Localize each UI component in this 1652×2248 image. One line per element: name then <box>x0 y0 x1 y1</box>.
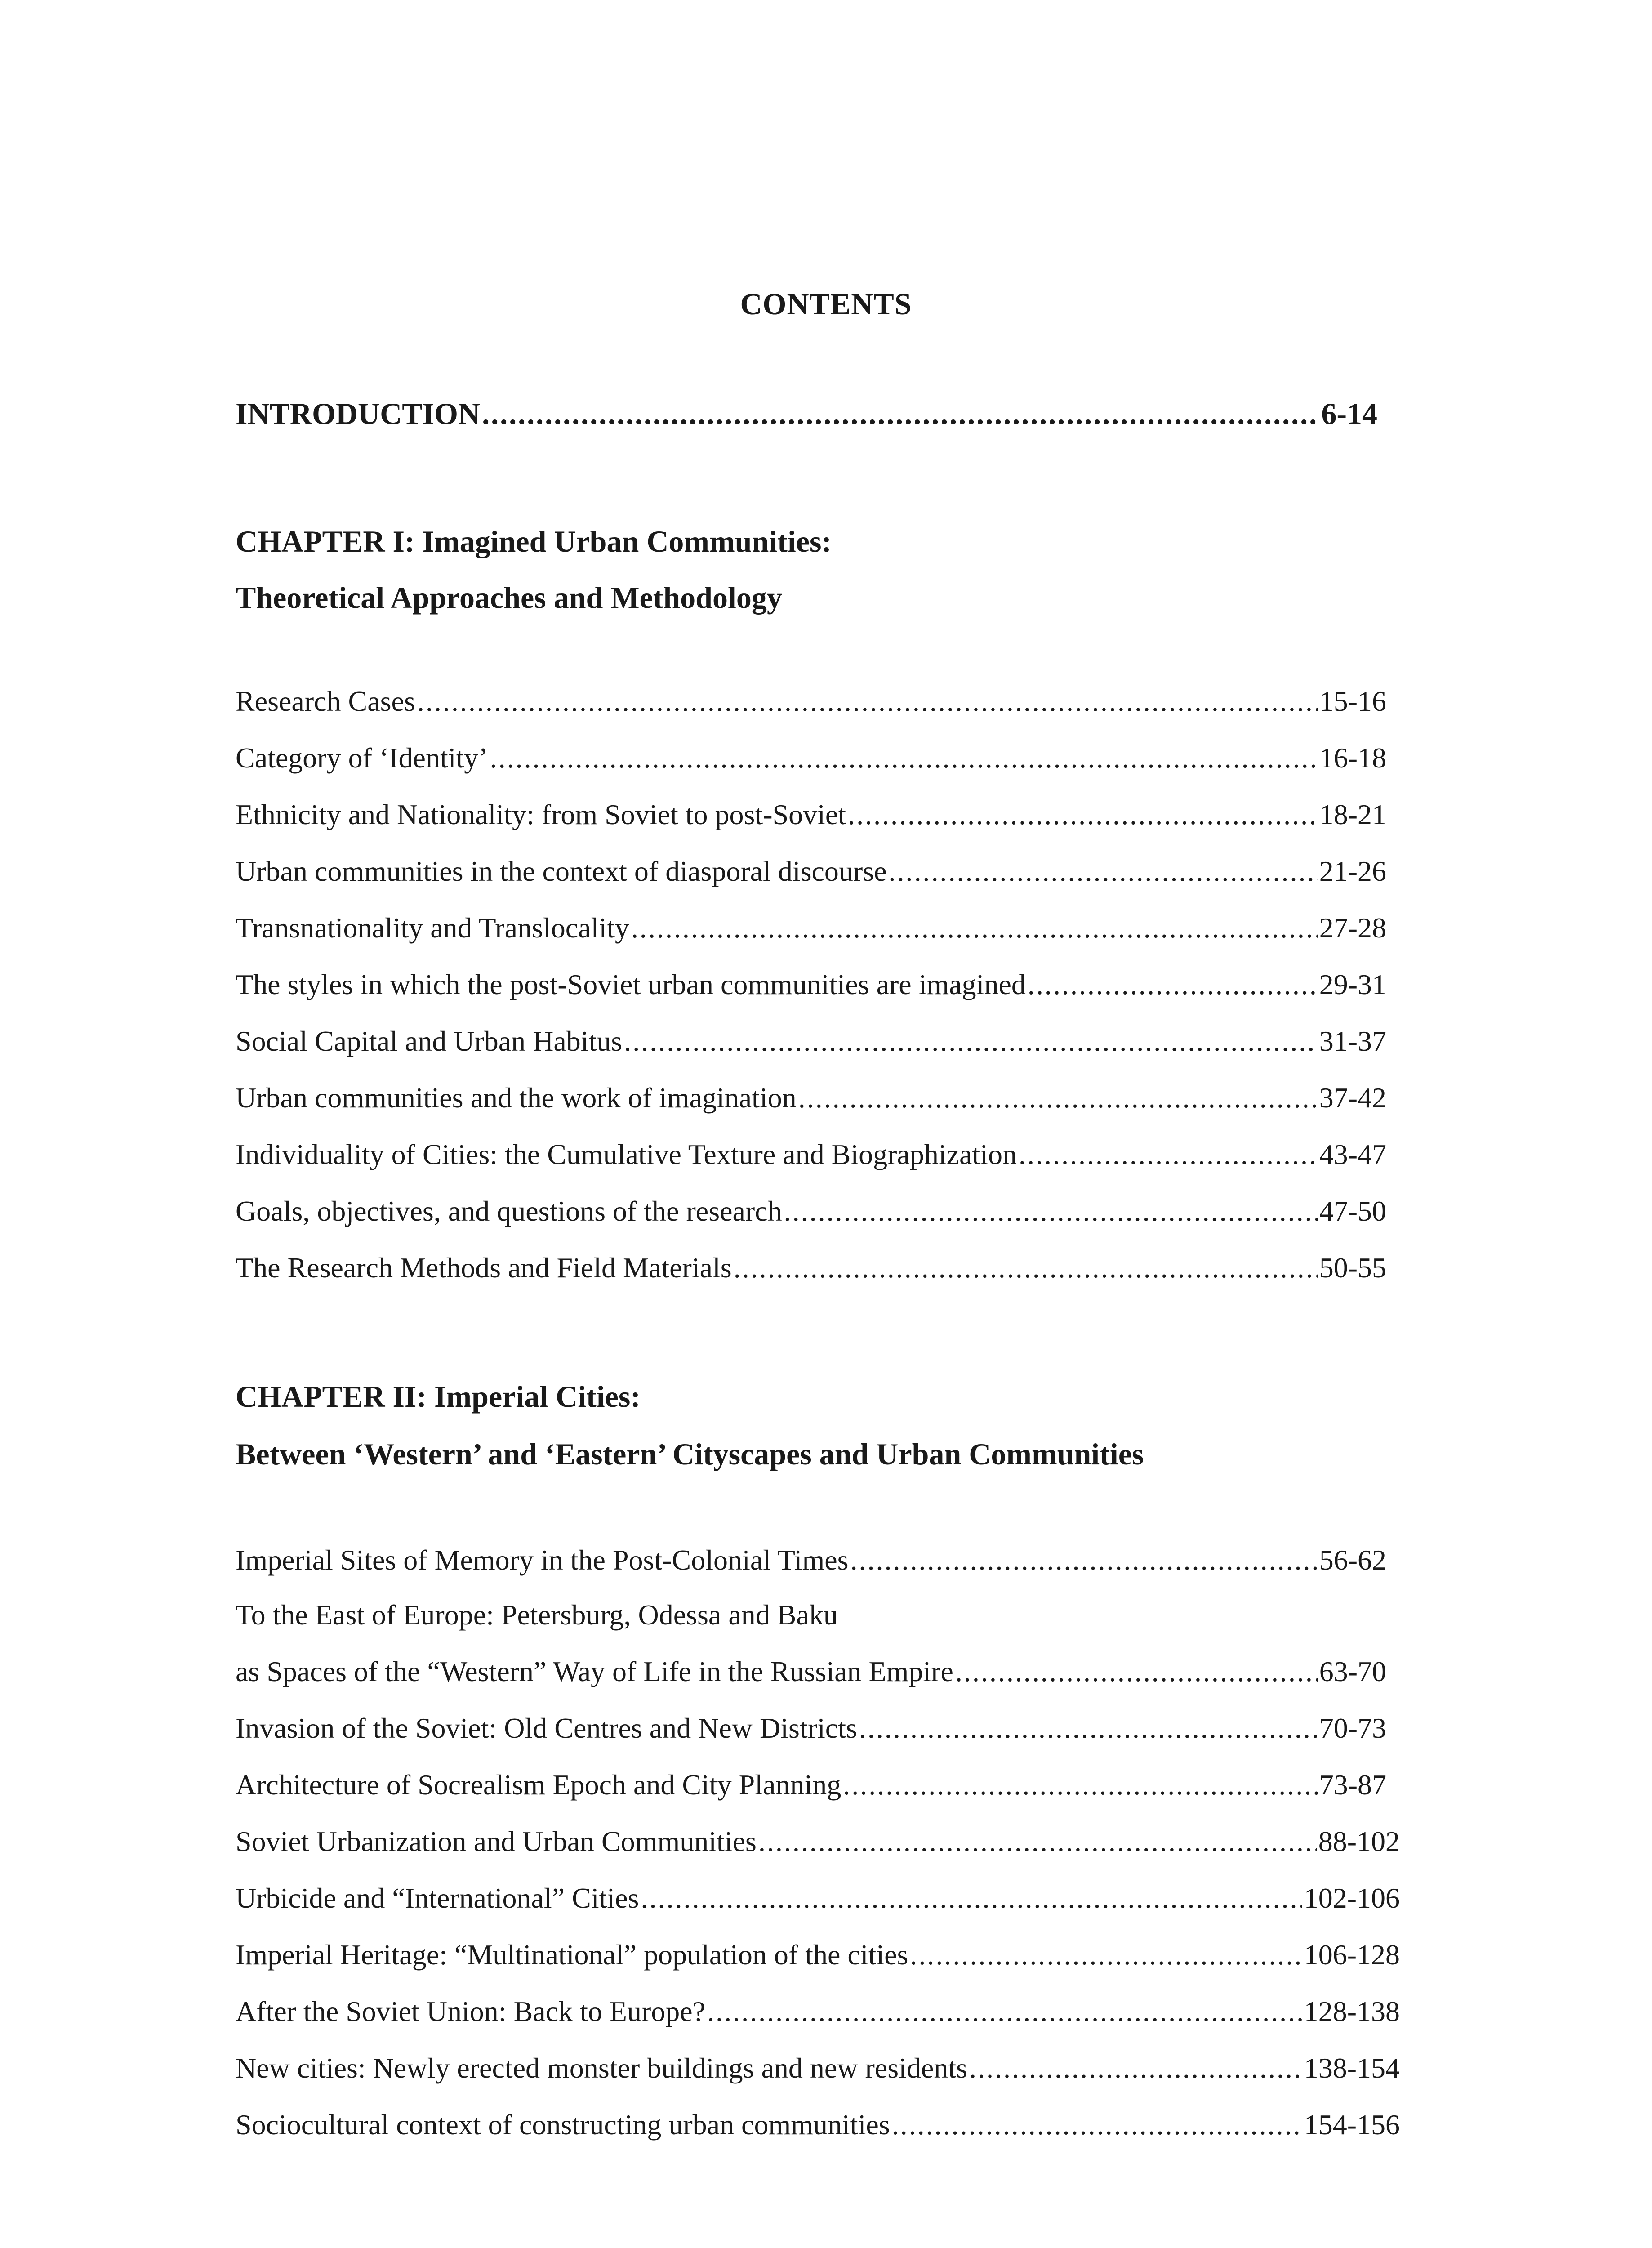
toc-entry-label: Invasion of the Soviet: Old Centres and New Districts <box>236 1712 857 1744</box>
toc-entry <box>236 740 1386 776</box>
chapter-2-heading-line-1: CHAPTER II: Imperial Cities: <box>236 1379 641 1414</box>
dot-leader <box>417 683 1318 719</box>
toc-entry-pages: 27-28 <box>1319 912 1386 944</box>
toc-entry <box>236 1023 1386 1059</box>
toc-entry <box>236 1250 1386 1286</box>
chapter-1-heading-line-2: Theoretical Approaches and Methodology <box>236 580 782 615</box>
toc-entry-pages: 50-55 <box>1319 1252 1386 1284</box>
chapter-1-heading-line-1: CHAPTER I: Imagined Urban Communities: <box>236 524 832 558</box>
toc-entry-label: Social Capital and Urban Habitus <box>236 1025 623 1057</box>
toc-entry <box>236 2107 1400 2143</box>
toc-entry-label: New cities: Newly erected monster buildings and new residents <box>236 2052 967 2084</box>
toc-entry <box>236 1080 1386 1116</box>
toc-entry-label: Goals, objectives, and questions of the research <box>236 1195 782 1227</box>
toc-entry <box>236 683 1386 719</box>
toc-entry-pages: 16-18 <box>1319 742 1386 774</box>
toc-entry-pages: 73-87 <box>1319 1769 1386 1801</box>
toc-entry-pages: 106-128 <box>1304 1939 1400 1971</box>
dot-leader <box>631 910 1318 946</box>
toc-entry <box>236 1994 1400 2029</box>
dot-leader <box>798 1080 1318 1116</box>
toc-entry <box>236 1937 1400 1973</box>
toc-entry <box>236 1710 1386 1746</box>
toc-entry-label: Sociocultural context of constructing urban communities <box>236 2109 890 2141</box>
toc-entry <box>236 967 1386 1003</box>
toc-entry <box>236 910 1386 946</box>
toc-entry <box>236 1193 1386 1229</box>
dot-leader <box>859 1710 1318 1746</box>
toc-entry-pages: 31-37 <box>1319 1025 1386 1057</box>
dot-leader <box>734 1250 1318 1286</box>
toc-entry-pages: 154-156 <box>1304 2109 1400 2141</box>
toc-entry-pages: 88-102 <box>1318 1825 1400 1857</box>
dot-leader <box>758 1824 1317 1860</box>
toc-entry-label: Category of ‘Identity’ <box>236 742 488 774</box>
toc-entry-label: The Research Methods and Field Materials <box>236 1252 732 1284</box>
toc-entry-label: INTRODUCTION <box>236 397 481 431</box>
toc-entry <box>236 797 1386 833</box>
toc-entry <box>236 1767 1386 1803</box>
toc-entry-label: Imperial Sites of Memory in the Post-Colonial Times <box>236 1544 849 1576</box>
dot-leader <box>850 1542 1318 1578</box>
toc-entry-label: Transnationality and Translocality <box>236 912 629 944</box>
toc-entry-label: The styles in which the post-Soviet urban communities are imagined <box>236 968 1026 1000</box>
dot-leader <box>892 2107 1302 2143</box>
toc-entry-pages: 56-62 <box>1319 1544 1386 1576</box>
dot-leader <box>910 1937 1302 1973</box>
toc-entry-introduction <box>236 396 1377 432</box>
toc-entry-label: as Spaces of the “Western” Way of Life in the Russian Empire <box>236 1655 953 1687</box>
toc-entry-label: Architecture of Socrealism Epoch and City Planning <box>236 1769 842 1801</box>
toc-entry-pages: 29-31 <box>1319 968 1386 1000</box>
toc-entry <box>236 1654 1386 1690</box>
toc-entry-pages: 18-21 <box>1319 798 1386 830</box>
dot-leader <box>707 1994 1302 2029</box>
dot-leader <box>1019 1137 1318 1173</box>
toc-entry-label: Urban communities and the work of imagination <box>236 1082 797 1114</box>
toc-entry <box>236 1824 1400 1860</box>
dot-leader <box>969 2050 1302 2086</box>
toc-entry-pages: 43-47 <box>1319 1138 1386 1170</box>
toc-entry-continued-label: To the East of Europe: Petersburg, Odessa and Baku <box>236 1599 838 1631</box>
toc-entry-label: Urbicide and “International” Cities <box>236 1882 639 1914</box>
toc-entry-pages: 102-106 <box>1304 1882 1400 1914</box>
toc-entry-pages: 138-154 <box>1304 2052 1400 2084</box>
toc-entry-pages: 47-50 <box>1319 1195 1386 1227</box>
toc-entry-label: Ethnicity and Nationality: from Soviet to post-Soviet <box>236 798 846 830</box>
dot-leader <box>490 740 1318 776</box>
dot-leader <box>624 1023 1317 1059</box>
dot-leader <box>848 797 1318 833</box>
toc-entry <box>236 2050 1400 2086</box>
toc-entry-pages: 15-16 <box>1319 685 1386 717</box>
toc-entry <box>236 1880 1400 1916</box>
toc-entry-label: Imperial Heritage: “Multinational” population of the cities <box>236 1939 908 1971</box>
contents-title: CONTENTS <box>740 287 912 321</box>
dot-leader <box>482 396 1319 432</box>
chapter-2-heading-line-2: Between ‘Western’ and ‘Eastern’ Cityscapes and Urban Communities <box>236 1437 1144 1471</box>
dot-leader <box>784 1193 1318 1229</box>
toc-entry-label: Urban communities in the context of diasporal discourse <box>236 855 887 887</box>
toc-entry-pages: 37-42 <box>1319 1082 1386 1114</box>
toc-entry <box>236 1542 1386 1578</box>
toc-entry-pages: 21-26 <box>1319 855 1386 887</box>
dot-leader <box>641 1880 1302 1916</box>
dot-leader <box>889 853 1318 889</box>
dot-leader <box>955 1654 1318 1690</box>
toc-entry <box>236 1137 1386 1173</box>
toc-entry-label: After the Soviet Union: Back to Europe? <box>236 1995 706 2027</box>
dot-leader <box>1028 967 1318 1003</box>
toc-entry-pages: 128-138 <box>1304 1995 1400 2027</box>
toc-entry-label: Research Cases <box>236 685 415 717</box>
toc-entry-pages: 70-73 <box>1319 1712 1386 1744</box>
toc-entry-label: Soviet Urbanization and Urban Communities <box>236 1825 757 1857</box>
toc-entry <box>236 853 1386 889</box>
toc-entry-pages: 6-14 <box>1321 397 1377 431</box>
toc-entry-pages: 63-70 <box>1319 1655 1386 1687</box>
toc-entry-label: Individuality of Cities: the Cumulative Texture and Biographization <box>236 1138 1017 1170</box>
dot-leader <box>843 1767 1317 1803</box>
